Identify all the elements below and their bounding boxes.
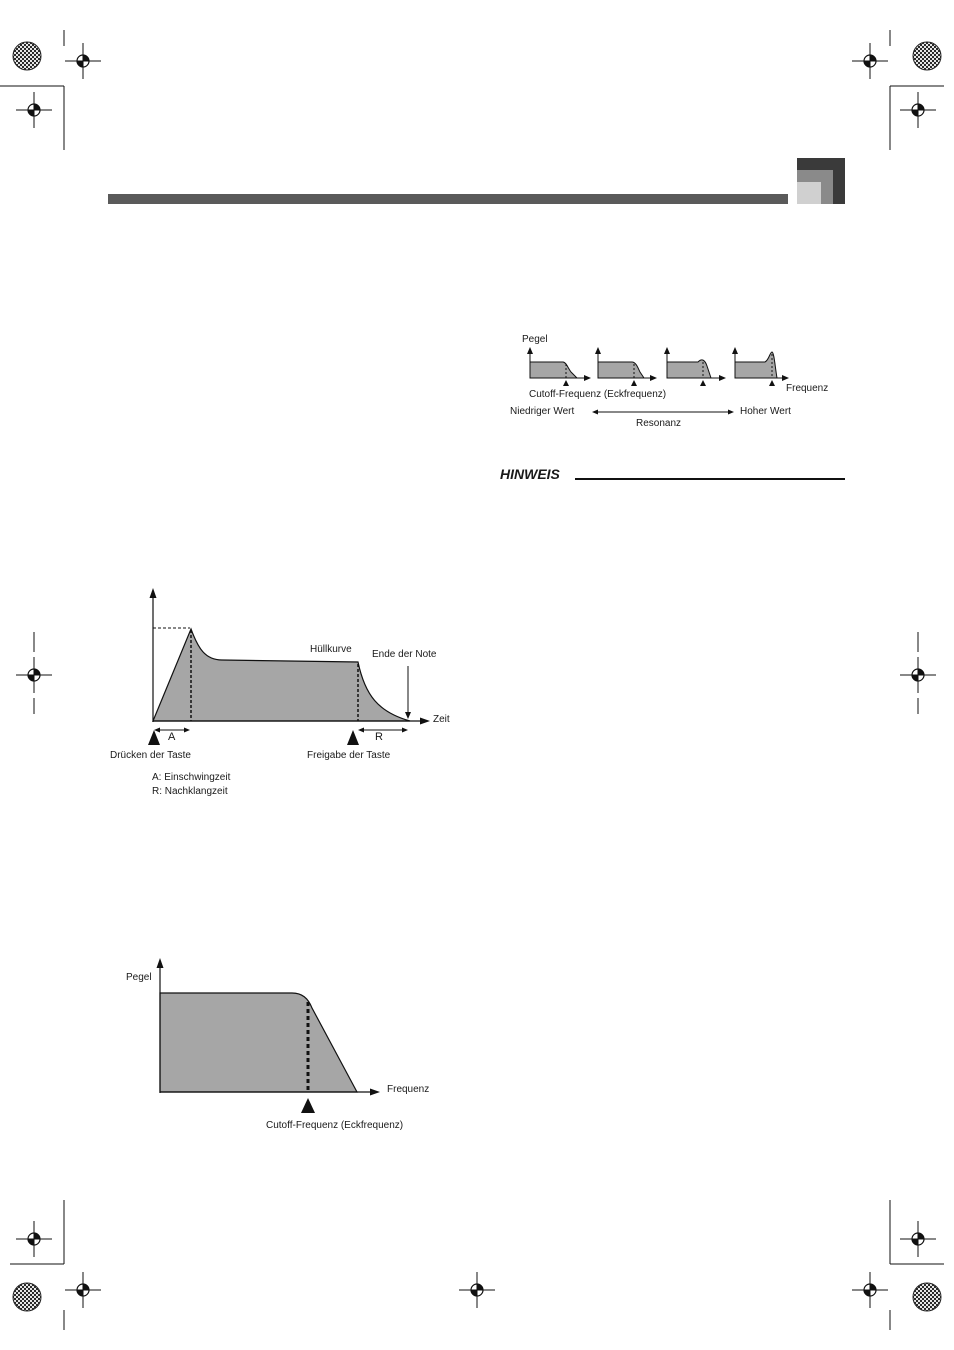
envelope-zeit-label: Zeit — [433, 714, 450, 725]
envelope-legend-r: R: Nachklangzeit — [152, 786, 228, 797]
note-heading: HINWEIS — [500, 466, 560, 482]
envelope-ende-label: Ende der Note — [372, 649, 437, 660]
cutoff-triangle-icon — [301, 1098, 315, 1113]
envelope-huellkurve-label: Hüllkurve — [310, 644, 352, 655]
resonance-frequenz-label: Frequenz — [786, 383, 829, 394]
envelope-freigabe-label: Freigabe der Taste — [307, 750, 391, 761]
envelope-a-label: A — [168, 731, 176, 743]
filter-shape — [160, 993, 357, 1092]
resonance-low-label: Niedriger Wert — [510, 406, 575, 417]
resonance-cutoff-label: Cutoff-Frequenz (Eckfrequenz) — [529, 389, 667, 400]
filter-cutoff-label: Cutoff-Frequenz (Eckfrequenz) — [266, 1120, 404, 1131]
envelope-druecken-label: Drücken der Taste — [110, 750, 191, 761]
filter-frequenz-label: Frequenz — [387, 1084, 430, 1095]
envelope-r-label: R — [375, 731, 383, 743]
filter-pegel-label: Pegel — [126, 972, 152, 983]
resonance-pegel-label: Pegel — [522, 334, 548, 345]
envelope-legend-a: A: Einschwingzeit — [152, 772, 231, 783]
resonance-resonanz-label: Resonanz — [636, 418, 682, 429]
resonance-high-label: Hoher Wert — [740, 406, 791, 417]
